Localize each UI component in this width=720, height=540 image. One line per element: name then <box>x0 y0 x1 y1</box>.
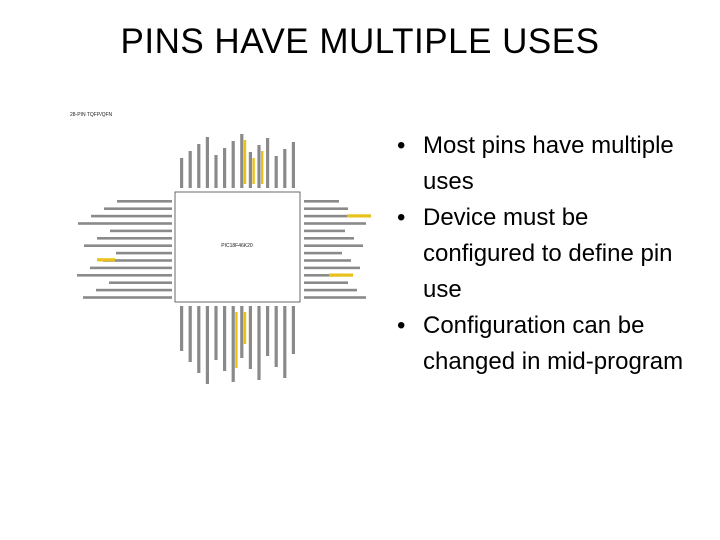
pin-label-mark <box>292 142 295 188</box>
pin-label-mark <box>232 306 235 382</box>
pin-label-mark <box>206 306 209 384</box>
bullet-text: Configuration can be changed in mid-program <box>423 312 684 375</box>
bullet-dot-icon: • <box>397 132 406 159</box>
pin-label-mark <box>83 296 172 299</box>
pin-label-mark <box>304 267 360 270</box>
pin-label-mark <box>257 145 260 188</box>
pin-label-mark <box>292 306 295 354</box>
pin-label-mark <box>197 144 200 188</box>
pin-label-mark <box>252 158 254 184</box>
pin-label-mark <box>206 137 209 188</box>
pin-label-mark <box>304 296 366 299</box>
pin-label-mark <box>97 258 115 261</box>
chip-label: PIC18F46K20 <box>221 243 253 249</box>
pin-label-mark <box>78 222 172 225</box>
bullet-dot-icon: • <box>397 204 406 231</box>
pin-label-mark <box>214 306 217 360</box>
pin-label-mark <box>257 306 260 380</box>
pin-label-mark <box>304 252 342 255</box>
bullet-text: Most pins have multiple uses <box>423 132 674 195</box>
pin-label-mark <box>347 214 371 217</box>
slide-title: PINS HAVE MULTIPLE USES <box>120 22 600 61</box>
pin-label-mark <box>304 259 351 262</box>
pin-label-mark <box>197 306 200 373</box>
pin-label-mark <box>189 306 192 362</box>
pin-label-mark <box>304 237 354 240</box>
pin-label-mark <box>180 158 183 188</box>
bullet-item <box>395 128 705 200</box>
pin-label-mark <box>223 148 226 188</box>
pin-label-mark <box>304 230 345 233</box>
pin-label-mark <box>304 200 339 203</box>
pin-label-mark <box>266 138 269 188</box>
pin-label-mark <box>116 252 172 255</box>
pin-label-mark <box>232 141 235 188</box>
top-pin-labels <box>180 134 295 188</box>
right-pin-labels <box>304 200 371 299</box>
pin-label-mark <box>180 306 183 351</box>
pin-label-mark <box>304 289 357 292</box>
pin-label-mark <box>235 312 237 368</box>
pin-label-mark <box>304 207 348 210</box>
pin-label-mark <box>283 306 286 378</box>
pin-label-mark <box>96 289 172 292</box>
pin-label-mark <box>244 140 246 184</box>
pin-label-mark <box>329 274 353 277</box>
pin-diagram <box>60 100 380 420</box>
pin-label-mark <box>97 237 172 240</box>
pin-label-mark <box>117 200 172 203</box>
pin-label-mark <box>104 207 172 210</box>
pin-label-mark <box>91 215 172 218</box>
pin-label-mark <box>261 151 263 184</box>
pin-label-mark <box>244 312 246 344</box>
pin-label-mark <box>189 151 192 188</box>
pin-label-mark <box>84 244 172 247</box>
pin-label-mark <box>283 149 286 188</box>
pin-label-mark <box>275 306 278 367</box>
pin-label-mark <box>304 244 363 247</box>
pin-label-mark <box>249 306 252 369</box>
package-label: 28-PIN TQFP/QFN <box>70 112 113 118</box>
bottom-pin-labels <box>180 306 295 384</box>
pin-label-mark <box>77 274 172 277</box>
pin-label-mark <box>275 156 278 188</box>
pin-label-mark <box>223 306 226 371</box>
pin-label-mark <box>304 222 366 225</box>
pin-label-mark <box>240 134 243 188</box>
pin-label-mark <box>249 152 252 188</box>
bullet-item <box>395 200 705 308</box>
pin-label-mark <box>304 281 348 284</box>
bullet-item <box>395 308 705 380</box>
pin-label-mark <box>266 306 269 356</box>
pin-label-mark <box>110 230 172 233</box>
bullet-list <box>395 128 705 380</box>
pin-label-mark <box>109 281 172 284</box>
pin-label-mark <box>90 267 172 270</box>
pin-label-mark <box>214 155 217 188</box>
bullet-dot-icon: • <box>397 312 406 339</box>
pin-label-mark <box>240 306 243 358</box>
bullet-text: Device must be configured to define pin use <box>423 204 673 303</box>
left-pin-labels <box>77 200 172 299</box>
